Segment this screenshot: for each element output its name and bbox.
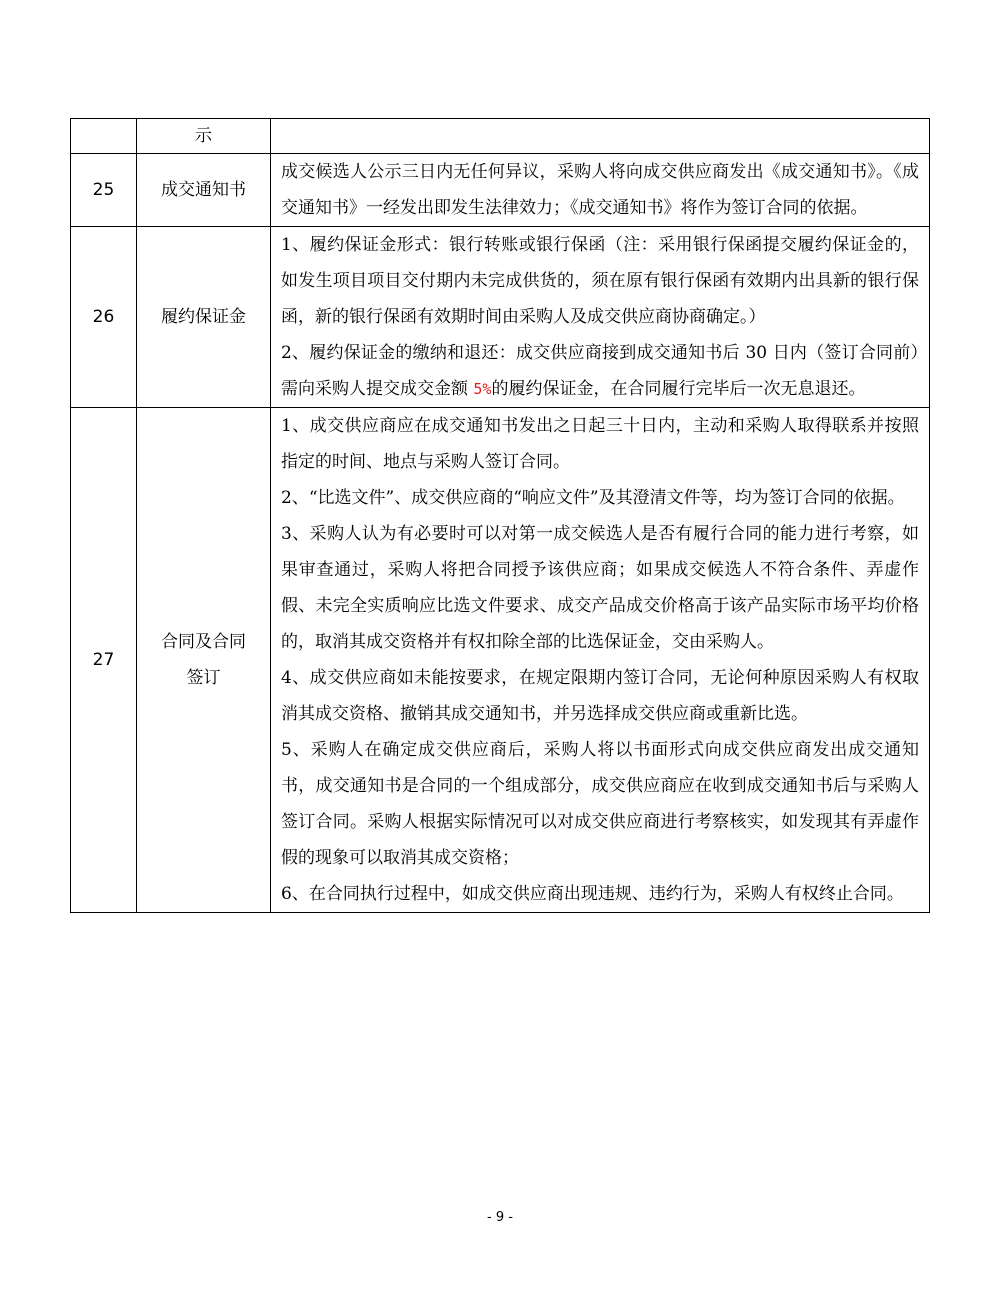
row-number-cell	[71, 119, 137, 154]
table-row-25	[71, 154, 930, 227]
content-cell	[271, 227, 930, 408]
item-cell: 履约保证金	[137, 227, 271, 408]
content-cell	[271, 408, 930, 913]
content-paragraph	[281, 335, 919, 407]
item-label-line: 签订	[186, 668, 221, 688]
content-paragraph: 6、在合同执行过程中，如成交供应商出现违规、违约行为，采购人有权终止合同。	[281, 884, 904, 904]
item-cell	[137, 408, 271, 913]
content-cell	[271, 154, 930, 227]
table-row-27	[71, 408, 930, 913]
content-paragraph: 1、成交供应商应在成交通知书发出之日起三十日内，主动和采购人取得联系并按照指定的时间、地点与采购人签订合同。	[281, 416, 919, 472]
table-row-continued	[71, 119, 930, 154]
row-number-cell: 26	[71, 227, 137, 408]
content-cell	[271, 119, 930, 154]
page-number: - 9 -	[487, 1210, 513, 1225]
content-paragraph: 3、采购人认为有必要时可以对第一成交候选人是否有履行合同的能力进行考察，如果审查通过，采购人将把合同授予该供应商；如果成交候选人不符合条件、弄虚作假、未完全实质响应比选文件要求、成交产品成交价格高于该产品实际市场平均价格的，取消其成交资格并有权扣除全部的比选保证金，交由采购人。	[281, 524, 919, 652]
content-paragraph: 成交候选人公示三日内无任何异议，采购人将向成交供应商发出《成交通知书》。《成交通知书》一经发出即发生法律效力；《成交通知书》将作为签订合同的依据。	[281, 162, 919, 218]
text-run: 的履约保证金，在合同履行完毕后一次无息退还。	[491, 379, 866, 399]
content-paragraph: 2、“比选文件”、成交供应商的“响应文件”及其澄清文件等，均为签订合同的依据。	[281, 488, 905, 508]
item-cell: 成交通知书	[137, 154, 271, 227]
text-run: 2、履约保证金的缴纳和退还：成交供应商接到成交通知书后 30 日内（签订合同前）需向采购人提交成交金额	[281, 343, 919, 399]
row-number-cell: 25	[71, 154, 137, 227]
content-paragraph: 5、采购人在确定成交供应商后，采购人将以书面形式向成交供应商发出成交通知书，成交通知书是合同的一个组成部分，成交供应商应在收到成交通知书后与采购人签订合同。采购人根据实际情况可以对成交供应商进行考察核实，如发现其有弄虚作假的现象可以取消其成交资格；	[281, 740, 919, 868]
highlighted-percentage: 5%	[473, 380, 492, 398]
content-paragraph: 1、履约保证金形式：银行转账或银行保函（注：采用银行保函提交履约保证金的，如发生项目项目交付期内未完成供货的，须在原有银行保函有效期内出具新的银行保函，新的银行保函有效期时间由采购人及成交供应商协商确定。）	[281, 235, 919, 327]
table-row-26	[71, 227, 930, 408]
item-label-line: 合同及合同	[161, 632, 246, 652]
content-paragraph: 4、成交供应商如未能按要求，在规定限期内签订合同，无论何种原因采购人有权取消其成交资格、撤销其成交通知书，并另选择成交供应商或重新比选。	[281, 668, 919, 724]
procurement-terms-table	[70, 118, 930, 913]
row-number-cell: 27	[71, 408, 137, 913]
item-cell: 示	[137, 119, 271, 154]
